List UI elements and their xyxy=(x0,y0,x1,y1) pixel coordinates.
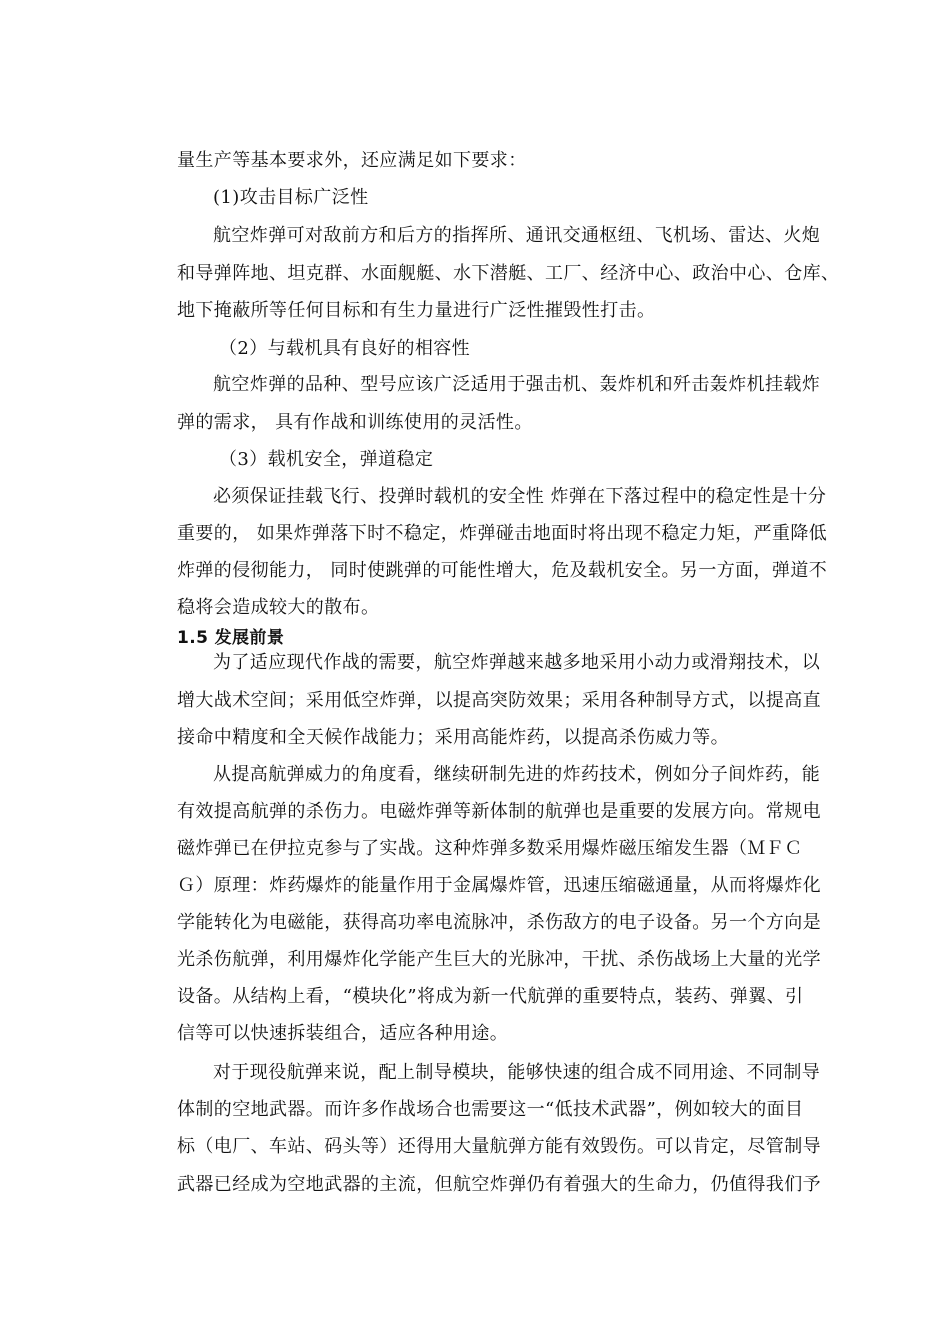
text-line: 航空炸弹的品种、型号应该广泛适用于强击机、轰炸机和歼击轰炸机挂载炸 xyxy=(213,374,821,395)
text-line: 标（电厂、车站、码头等）还得用大量航弹方能有效毁伤。可以肯定，尽管制导 xyxy=(177,1136,821,1157)
text-line: 学能转化为电磁能，获得高功率电流脉冲，杀伤敌方的电子设备。另一个方向是 xyxy=(177,912,821,933)
text-line: 必须保证挂载飞行、投弹时载机的安全性 炸弹在下落过程中的稳定性是十分 xyxy=(213,486,827,507)
text-line: 重要的， 如果炸弹落下时不稳定，炸弹碰击地面时将出现不稳定力矩，严重降低 xyxy=(177,523,828,544)
text-line: 信等可以快速拆装组合，适应各种用途。 xyxy=(177,1023,509,1044)
text-line: 磁炸弹已在伊拉克参与了实战。这种炸弹多数采用爆炸磁压缩发生器（ＭＦＣ xyxy=(177,838,803,859)
text-line: 光杀伤航弹，利用爆炸化学能产生巨大的光脉冲，干扰、杀伤战场上大量的光学 xyxy=(177,949,821,970)
text-line: 地下掩蔽所等任何目标和有生力量进行广泛性摧毁性打击。 xyxy=(177,300,656,321)
text-line: 从提高航弹威力的角度看，继续研制先进的炸药技术，例如分子间炸药，能 xyxy=(213,764,821,785)
section-heading: 1.5 发展前景 xyxy=(177,628,285,648)
text-line: 设备。从结构上看，“模块化”将成为新一代航弹的重要特点，装药、弹翼、引 xyxy=(177,986,804,1007)
text-line: 稳将会造成较大的散布。 xyxy=(177,597,380,618)
text-line: 炸弹的侵彻能力， 同时使跳弹的可能性增大，危及载机安全。另一方面，弹道不 xyxy=(177,560,828,581)
text-line: 武器已经成为空地武器的主流，但航空炸弹仍有着强大的生命力，仍值得我们予 xyxy=(177,1174,821,1195)
text-line: 为了适应现代作战的需要，航空炸弹越来越多地采用小动力或滑翔技术，以 xyxy=(213,652,821,673)
text-line: Ｇ）原理：炸药爆炸的能量作用于金属爆炸管，迅速压缩磁通量，从而将爆炸化 xyxy=(177,875,821,896)
text-line: 增大战术空间；采用低空炸弹，以提高突防效果；采用各种制导方式，以提高直 xyxy=(177,690,821,711)
text-line: 和导弹阵地、坦克群、水面舰艇、水下潜艇、工厂、经济中心、政治中心、仓库、 xyxy=(177,263,840,284)
text-line: 对于现役航弹来说，配上制导模块，能够快速的组合成不同用途、不同制导 xyxy=(213,1062,821,1083)
text-line: 体制的空地武器。而许多作战场合也需要这一“低技术武器”，例如较大的面目 xyxy=(177,1099,804,1120)
list-heading-3: （3）载机安全，弹道稳定 xyxy=(219,449,434,470)
list-heading-2: （2）与载机具有良好的相容性 xyxy=(219,338,471,359)
text-line: 弹的需求， 具有作战和训练使用的灵活性。 xyxy=(177,412,533,433)
list-heading-1: (1)攻击目标广泛性 xyxy=(213,187,369,208)
text-line: 有效提高航弹的杀伤力。电磁炸弹等新体制的航弹也是重要的发展方向。常规电 xyxy=(177,801,821,822)
text-line: 接命中精度和全天候作战能力；采用高能炸药，以提高杀伤威力等。 xyxy=(177,727,729,748)
text-line: 量生产等基本要求外，还应满足如下要求： xyxy=(177,150,527,171)
text-line: 航空炸弹可对敌前方和后方的指挥所、通讯交通枢纽、飞机场、雷达、火炮 xyxy=(213,225,821,246)
